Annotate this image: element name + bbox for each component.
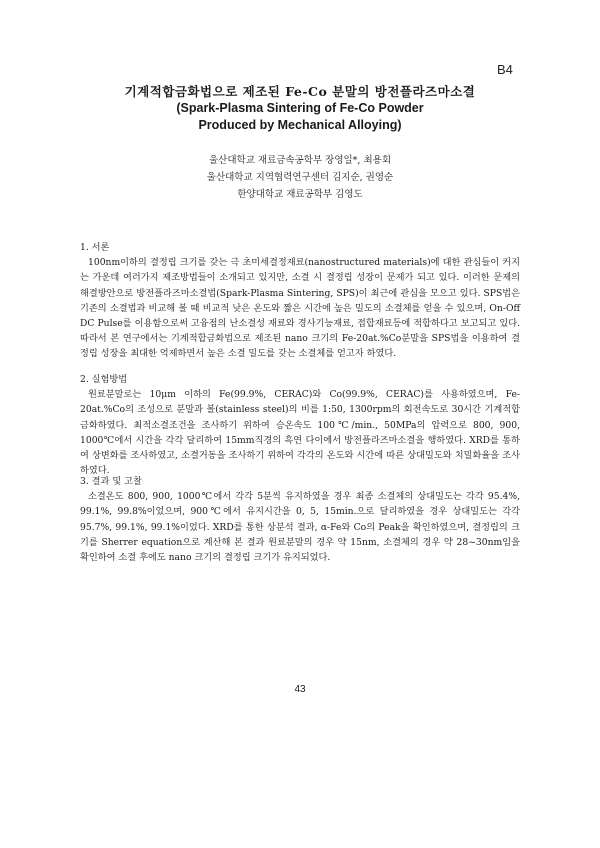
author-line: 울산대학교 재료금속공학부 장영일*, 최용회 — [208, 155, 392, 166]
section-methods — [80, 372, 520, 478]
section-body: 원료분말로는 10μm 이하의 Fe(99.9%, CERAC)와 Co(99.9%, CERAC)를 사용하였으며, Fe-20at.%Co의 조성으로 분말과 볼(stainless steel)의 비를 1:50, 1300rpm의 회전속도로 30시간 기계적합금화하였다. 최적소결조건을 조사하기 위하여 승온속도 100℃/min., 50MPa의 압력으로 800, 900, 1000℃에서 시간을 각각 달리하여 15mm직경의 흑연 다이에서 방전플라즈마소결을 행하였다. XRD를 통하여 상변화를 조사하였고, 소결거동을 조사하기 위하여 각각의 온도와 시간에 따른 상대밀도와 치밀화율을 조사하였다. — [80, 389, 520, 477]
section-results — [80, 474, 520, 565]
title-korean: 기계적합금화법으로 제조된 Fe-Co 분말의 방전플라즈마소결 — [124, 84, 476, 99]
title-block — [0, 83, 600, 134]
page-number: 43 — [294, 684, 306, 695]
title-english-line1: (Spark-Plasma Sintering of Fe-Co Powder — [176, 101, 424, 115]
section-heading: 3. 결과 및 고찰 — [80, 476, 142, 487]
authors-block — [0, 152, 600, 203]
author-line: 한양대학교 재료공학부 김영도 — [237, 189, 363, 200]
section-heading: 2. 실험방법 — [80, 374, 128, 385]
section-heading: 1. 서론 — [80, 242, 110, 253]
author-line: 울산대학교 지역협력연구센터 김지순, 권영순 — [206, 172, 394, 183]
abstract-code: B4 — [497, 62, 513, 77]
section-introduction — [80, 240, 520, 362]
section-body: 100nm이하의 결정립 크기를 갖는 극 초미세결정재료(nanostructured materials)에 대한 관심들이 커지는 가운데 여러가지 제조방법들이 소개되고 있지만, 소결 시 결정립 성장이 문제가 되고 있다. 이러한 문제의 해결방안으로 방전플라즈마소결법(Spark-Plasma Sintering, SPS)이 최근에 관심을 모으고 있다. SPS법은 기존의 소결법과 비교해 볼 때 비교적 낮은 온도와 짧은 시간에 높은 밀도의 소결체를 얻을 수 있으며, On-Off DC Pulse를 이용함으로써 고융점의 난소결성 재료와 경사기능재료, 접합재료등에 적합하다고 보고되고 있다. 따라서 본 연구에서는 기계적합금화법으로 제조된 nano 크기의 Fe-20at.%Co분말을 SPS법을 이용하여 결정립 성장을 최대한 억제하면서 높은 소결 밀도를 갖는 소결체를 얻고자 하였다. — [80, 257, 520, 360]
section-body: 소결온도 800, 900, 1000℃에서 각각 5분씩 유지하였을 경우 최종 소결체의 상대밀도는 각각 95.4%, 99.1%, 99.8%이었으며, 900℃에서 유지시간을 0, 5, 15min.으로 달리하였을 경우 상대밀도는 각각 95.7%, 99.1%, 99.1%이었다. XRD를 통한 상분석 결과, α-Fe와 Co의 Peak을 확인하였으며, 결정립의 크기를 Sherrer equation으로 계산해 본 결과 원료분말의 경우 약 15nm, 소결체의 경우 약 28~30nm임을 확인하여 소결 후에도 nano 크기의 결정립 크기가 유지되었다. — [80, 491, 520, 564]
title-english-line2: Produced by Mechanical Alloying) — [198, 118, 402, 132]
